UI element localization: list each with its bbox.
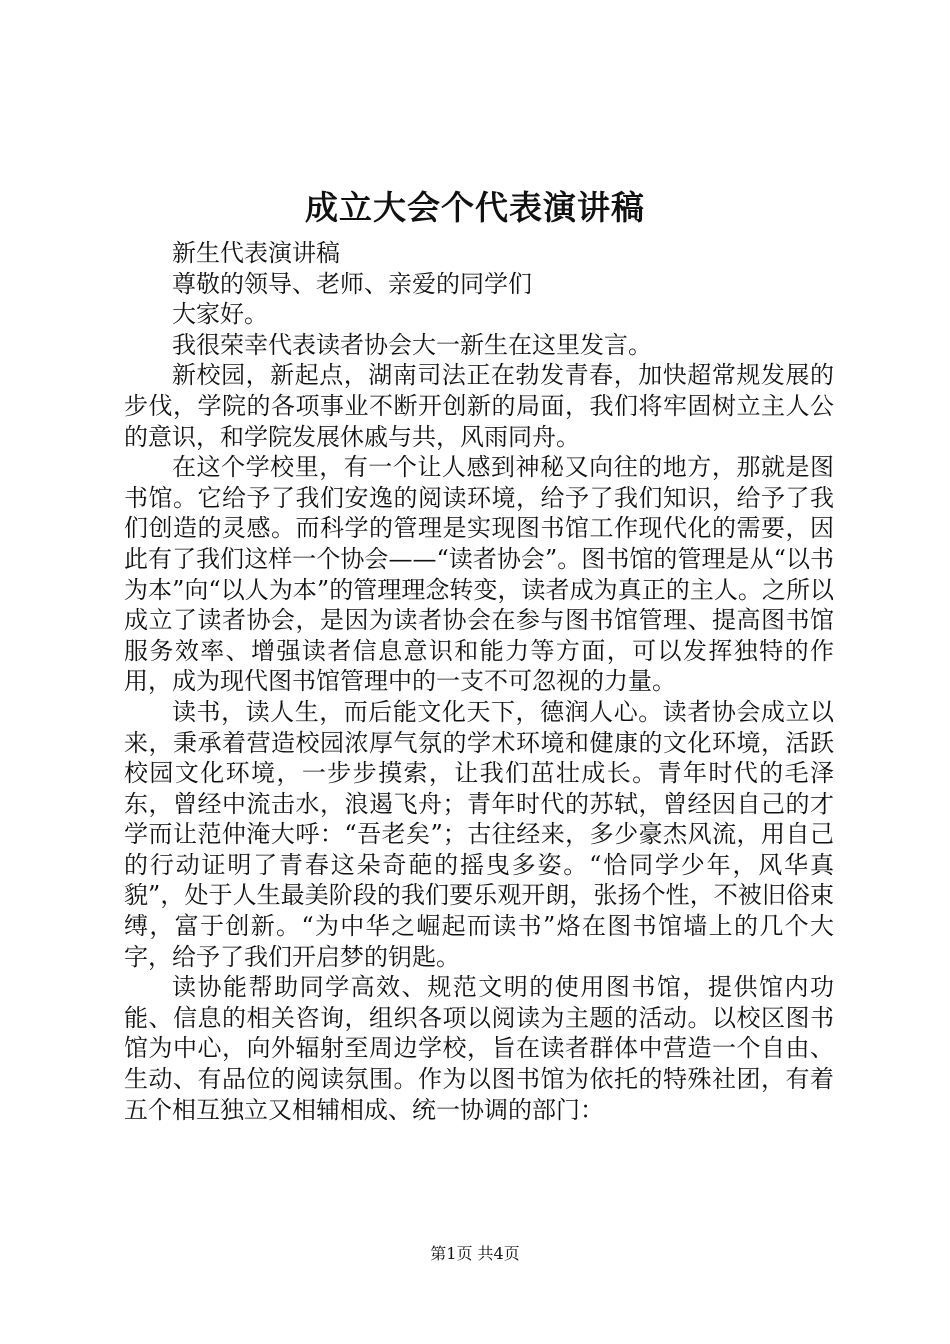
paragraph-association: 读协能帮助同学高效、规范文明的使用图书馆，提供馆内功能、信息的相关咨询，组织各项以阅读为主题的活动。以校区图书馆为中心，向外辐射至周边学校，旨在读者群体中营造一个自由、生动、有品位的阅读氛围。作为以图书馆为依托的特殊社团，有着五个相互独立又相辅相成、统一协调的部门： [124,973,834,1124]
paragraph-library: 在这个学校里，有一个让人感到神秘又向往的地方，那就是图书馆。它给予了我们安逸的阅读环境，给予了我们知识，给予了我们创造的灵感。而科学的管理是实现图书馆工作现代化的需要，因此有了我们这样一个协会——“读者协会”。图书馆的管理是从“以书为本”向“以人为本”的管理理念转变，读者成为真正的主人。之所以成立了读者协会，是因为读者协会在参与图书馆管理、提高图书馆服务效率、增强读者信息意识和能力等方面，可以发挥独特的作用，成为现代图书馆管理中的一支不可忽视的力量。 [124,453,834,696]
paragraph-greeting-heading: 新生代表演讲稿 [172,239,340,267]
document-title: 成立大会个代表演讲稿 [305,188,645,227]
page-footer: 第1页 共4页 [430,1244,520,1263]
document-body [124,238,834,1125]
paragraph-salutation: 尊敬的领导、老师、亲爱的同学们 [172,269,532,298]
paragraph-hello: 大家好。 [172,300,268,329]
paragraph-reading: 读书，读人生，而后能文化天下，德润人心。读者协会成立以来，秉承着营造校园浓厚气氛的学术环境和健康的文化环境，活跃校园文化环境，一步步摸索，让我们茁壮成长。青年时代的毛泽东，曾经中流击水，浪遏飞舟；青年时代的苏轼，曾经因自己的才学而让范仲淹大呼：“吾老矣”；古往经来，多少豪杰风流，用自己的行动证明了青春这朵奇葩的摇曳多姿。“恰同学少年，风华真貌”，处于人生最美阶段的我们要乐观开朗，张扬个性，不被旧俗束缚，富于创新。“为中华之崛起而读书”烙在图书馆墙上的几个大字，给予了我们开启梦的钥匙。 [124,697,834,971]
paragraph-intro: 我很荣幸代表读者协会大一新生在这里发言。 [172,330,652,359]
paragraph-campus: 新校园，新起点，湖南司法正在勃发青春，加快超常规发展的步伐，学院的各项事业不断开创新的局面，我们将牢固树立主人公的意识，和学院发展休戚与共，风雨同舟。 [124,361,834,451]
